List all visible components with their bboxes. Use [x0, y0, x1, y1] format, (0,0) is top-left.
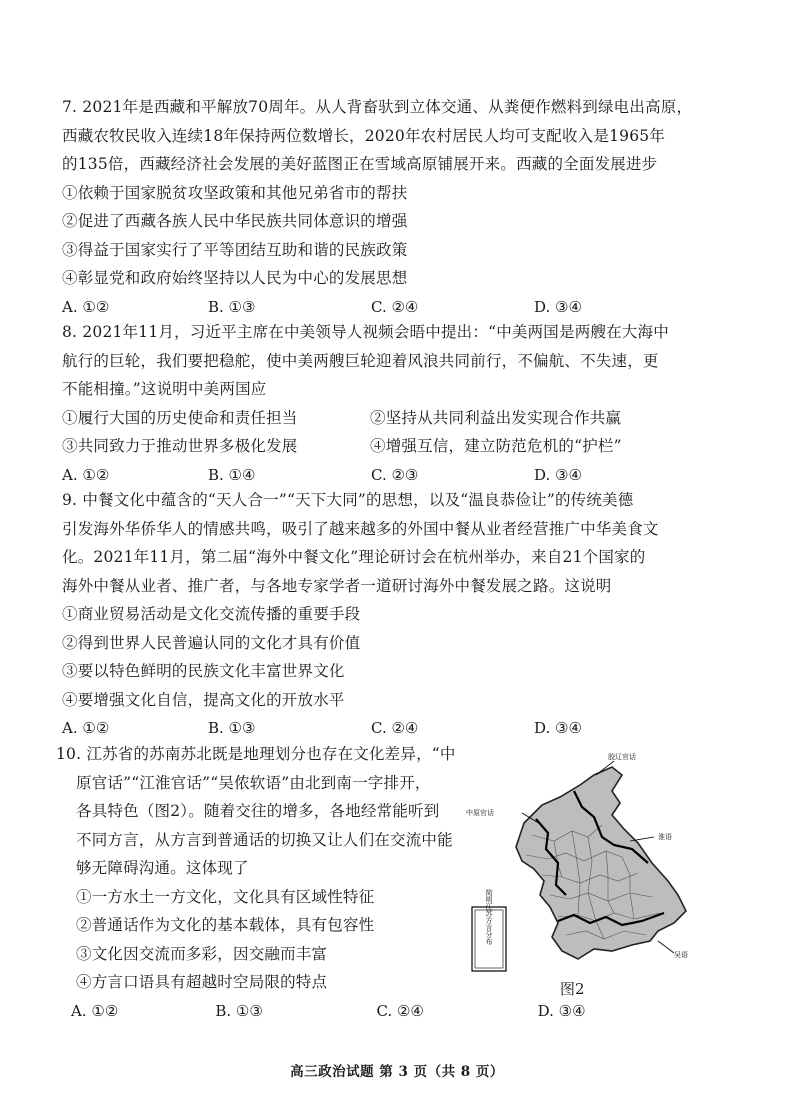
question-9 [62, 486, 682, 742]
q9-stem-line-4: 海外中餐从业者、推广者，与各地专家学者一道研讨海外中餐发展之路。这说明 [62, 576, 612, 595]
q7-option-3: ③得益于国家实行了平等团结互助和谐的民族政策 [62, 240, 408, 259]
question-8 [62, 318, 682, 489]
q10-choice-b[interactable]: B. ①③ [215, 1001, 263, 1020]
q8-option-2: ②坚持从共同利益出发实现合作共赢 [370, 408, 622, 427]
label-south: 吴语 [674, 951, 688, 959]
q8-stem-line-2: 航行的巨轮，我们要把稳舵，使中美两艘巨轮迎着风浪共同前行，不偏航、不失速，更 [62, 351, 659, 370]
q9-choice-c[interactable]: C. ②④ [371, 719, 419, 737]
figure-caption: 图2 [560, 980, 585, 998]
q8-choice-c[interactable]: C. ②③ [371, 465, 419, 484]
q10-option-1: ①一方水土一方文化，文化具有区域性特征 [76, 887, 375, 906]
q10-choice-d[interactable]: D. ③④ [537, 1001, 586, 1020]
q7-choice-b[interactable]: B. ①③ [208, 297, 256, 316]
q9-stem-line-1: 9. 中餐文化中蕴含的“天人合一”“天下大同”的思想，以及“温良恭俭让”的传统美德 [62, 491, 634, 509]
q9-stem-line-2: 引发海外华侨华人的情感共鸣，吸引了越来越多的外国中餐从业者经营推广中华美食文 [62, 519, 659, 538]
q7-stem-line-3: 的135倍，西藏经济社会发展的美好蓝图正在雪域高原铺展开来。西藏的全面发展进步 [62, 155, 658, 173]
q9-choice-d[interactable]: D. ③④ [534, 719, 582, 737]
q7-stem-line-2: 西藏农牧民收入连续18年保持两位数增长，2020年农村居民人均可支配收入是1965年 [62, 126, 666, 145]
q10-stem-line-4: 不同方言，从方言到普通话的切换又让人们在交流中能 [76, 830, 453, 849]
q10-stem-line-5: 够无障碍沟通。这体现了 [76, 859, 249, 877]
q8-stem-line-1: 8. 2021年11月，习近平主席在中美领导人视频会晤中提出：“中美两国是两艘在大海中 [62, 323, 669, 341]
q9-choices [62, 714, 682, 742]
q7-choices [62, 293, 682, 321]
jiangsu-map [462, 745, 702, 975]
province-outline [516, 767, 686, 959]
dialect-map-figure [462, 745, 702, 1010]
q10-option-2: ②普通话作为文化的基本载体，具有包容性 [76, 916, 375, 934]
question-7 [62, 93, 693, 321]
q9-choice-a[interactable]: A. ①② [62, 719, 110, 737]
q8-choice-d[interactable]: D. ③④ [534, 465, 582, 484]
q8-options-row-1 [62, 404, 682, 433]
q7-option-4: ④彰显党和政府始终坚持以人民为中心的发展思想 [62, 269, 408, 287]
q8-option-3: ③共同致力于推动世界多极化发展 [62, 437, 298, 455]
q8-choices [62, 461, 682, 489]
q10-option-4: ④方言口语具有超越时空局限的特点 [76, 973, 328, 991]
q9-stem-line-3: 化。2021年11月，第二届“海外中餐文化”理论研讨会在杭州举办，来自21个国家的 [62, 548, 646, 566]
label-west: 中原官话 [466, 809, 494, 817]
q9-option-1: ①商业贸易活动是文化交流传播的重要手段 [62, 605, 361, 623]
q9-option-3: ③要以特色鲜明的民族文化丰富世界文化 [62, 662, 345, 680]
page-footer: 高三政治试题 第 3 页（共 8 页） [290, 1064, 504, 1080]
q10-stem-line-2: 原官话”“江淮官话”“吴侬软语”由北到南一字排开， [76, 773, 431, 792]
q8-option-4: ④增强互信，建立防范危机的“护栏” [370, 437, 622, 455]
label-east: 淮语 [658, 833, 672, 841]
q8-option-1: ①履行大国的历史使命和责任担当 [62, 408, 298, 427]
q9-choice-b[interactable]: B. ①③ [208, 719, 256, 737]
q10-stem-line-1: 10. 江苏省的苏南苏北既是地理划分也存在文化差异，“中 [56, 745, 456, 763]
label-north: 胶辽官话 [608, 753, 636, 761]
q10-option-3: ③文化因交流而多彩，因交融而丰富 [76, 944, 328, 963]
q8-choice-b[interactable]: B. ①④ [208, 465, 256, 484]
q7-option-2: ②促进了西藏各族人民中华民族共同体意识的增强 [62, 212, 408, 230]
q10-choice-c[interactable]: C. ②④ [376, 1001, 424, 1020]
q9-option-2: ②得到世界人民普遍认同的文化才具有价值 [62, 633, 361, 652]
q8-options-row-2 [62, 432, 682, 461]
q7-option-1: ①依赖于国家脱贫攻坚政策和其他兄弟省市的帮扶 [62, 183, 408, 202]
q7-choice-a[interactable]: A. ①② [62, 297, 110, 316]
q9-option-4: ④要增强文化自信，提高文化的开放水平 [62, 690, 345, 709]
q8-choice-a[interactable]: A. ①② [62, 465, 110, 484]
q8-stem-line-3: 不能相撞。”这说明中美两国应 [62, 380, 267, 398]
legend-text: 简明江苏方言分布 [485, 889, 493, 945]
q7-stem-line-1: 7. 2021年是西藏和平解放70周年。从人背畜驮到立体交通、从粪便作燃料到绿电出高原， [62, 98, 693, 116]
q10-choice-a[interactable]: A. ①② [71, 1001, 119, 1020]
q7-choice-d[interactable]: D. ③④ [534, 297, 582, 316]
q7-choice-c[interactable]: C. ②④ [371, 297, 419, 316]
q10-stem-line-3: 各具特色（图2）。随着交往的增多，各地经常能听到 [76, 802, 440, 820]
